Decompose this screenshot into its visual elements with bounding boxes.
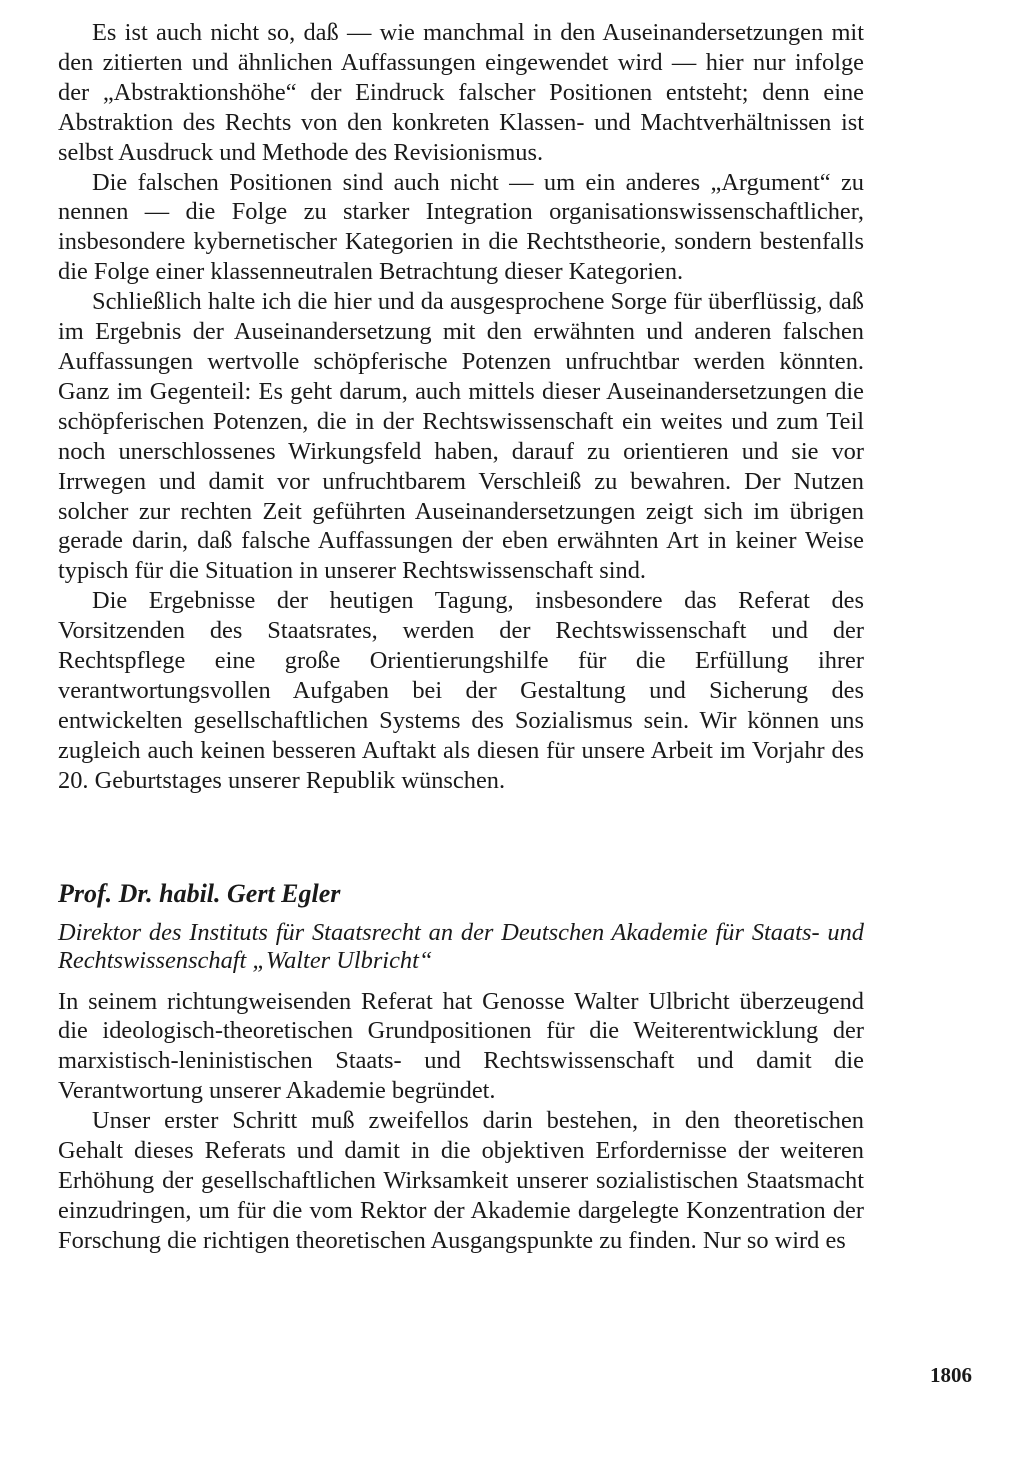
section-speech [58,987,864,1256]
author-role: Direktor des Instituts für Staatsrecht an der Deutschen Akademie für Staats- und Rechtswissenschaft „Walter Ulbricht“ [58,918,864,974]
paragraph: Die falschen Positionen sind auch nicht — um ein anderes „Argument“ zu nennen — die Folge zu starker Integration organisationswissenschaftlicher, insbesondere kybernetischer Kategorien in die Rechtstheorie, sondern bestenfalls die Folge einer klassenneutralen Betrachtung dieser Kategorien. [58,168,864,286]
paragraph: Schließlich halte ich die hier und da ausgesprochene Sorge für überflüssig, daß im Ergebnis der Auseinandersetzung mit den erwähnten und anderen falschen Auffassungen wertvolle schöpferische Potenzen unfruchtbar werden könnten. Ganz im Gegenteil: Es geht darum, auch mittels dieser Auseinandersetzungen die schöpferischen Potenzen, die in der Rechtswissenschaft ein weites und zum Teil noch unerschlossenes Wirkungsfeld haben, darauf zu orientieren und sie vor Irrwegen und damit vor unfruchtbarem Verschleiß zu bewahren. Der Nutzen solcher zur rechten Zeit geführten Auseinandersetzungen zeigt sich im übrigen gerade darin, daß falsche Auffassungen der eben erwähnten Art in keiner Weise typisch für die Situation in unserer Rechtswissenschaft sind. [58,288,864,585]
author-name: Prof. Dr. habil. Gert Egler [58,878,341,908]
section-conclusion [58,18,864,796]
document-page [58,18,864,1256]
paragraph: Die Ergebnisse der heutigen Tagung, insbesondere das Referat des Vorsitzenden des Staatsrates, werden der Rechtswissenschaft und der Rechtspflege eine große Orientierungshilfe für die Erfüllung ihrer verantwortungsvollen Aufgaben bei der Gestaltung und Sicherung des entwickelten gesellschaftlichen Systems des Sozialismus sein. Wir können uns zugleich auch keinen besseren Auftakt als diesen für unsere Arbeit im Vorjahr des 20. Geburtstages unserer Republik wünschen. [58,587,864,794]
page-number: 1806 [930,1363,972,1387]
author-header [58,878,864,975]
paragraph: Unser erster Schritt muß zweifellos darin bestehen, in den theoretischen Gehalt dieses Referats und damit in die objektiven Erfordernisse der weiteren Erhöhung der gesellschaftlichen Wirksamkeit unserer sozialistischen Staatsmacht einzudringen, um für die vom Rektor der Akademie dargelegte Konzentration der Forschung die richtigen theoretischen Ausgangspunkte zu finden. Nur so wird es [58,1107,864,1254]
paragraph: Es ist auch nicht so, daß — wie manchmal in den Auseinandersetzungen mit den zitierten und ähnlichen Auffassungen eingewendet wird — hier nur infolge der „Abstraktionshöhe“ der Eindruck falscher Positionen entsteht; denn eine Abstraktion des Rechts von den konkreten Klassen- und Machtverhältnissen ist selbst Ausdruck und Methode des Revisionismus. [58,19,864,166]
paragraph: In seinem richtungweisenden Referat hat Genosse Walter Ulbricht überzeugend die ideologisch-theoretischen Grundpositionen für die Weiterentwicklung der marxistisch-leninistischen Staats- und Rechtswissenschaft und damit die Verantwortung unserer Akademie begründet. [58,987,864,1105]
section-gap [58,796,864,878]
